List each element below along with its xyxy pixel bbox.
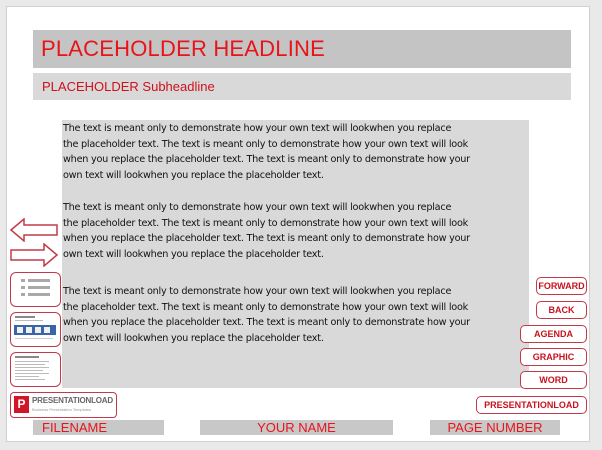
document-thumbnail-icon[interactable] xyxy=(10,352,61,387)
list-icon[interactable] xyxy=(10,272,61,307)
page-title: PLACEHOLDER HEADLINE xyxy=(33,30,571,68)
graphic-thumbnail-icon[interactable] xyxy=(10,312,61,347)
text-line: The text is meant only to demonstrate how your own text will lookwhen you replace xyxy=(63,123,452,134)
logo-mark: P xyxy=(14,396,29,413)
text-line: The text is meant only to demonstrate how your own text will lookwhen you replace xyxy=(63,286,452,297)
text-line: own text will lookwhen you replace the placeholder text. xyxy=(63,332,324,344)
logo-text: PRESENTATIONLOAD xyxy=(32,396,113,405)
presentationload-logo[interactable] xyxy=(10,392,117,418)
body-text-box xyxy=(62,120,529,388)
text-line: the placeholder text. The text is meant only to demonstrate how your own text will look xyxy=(63,138,468,150)
footer-filename: FILENAME xyxy=(33,420,164,435)
text-line: The text is meant only to demonstrate how your own text will lookwhen you replace xyxy=(63,202,452,213)
forward-button[interactable]: FORWARD xyxy=(536,277,587,295)
presentationload-button[interactable]: PRESENTATIONLOAD xyxy=(476,396,587,414)
text-line: own text will lookwhen you replace the placeholder text. xyxy=(63,248,324,260)
text-line: own text will lookwhen you replace the placeholder text. xyxy=(63,169,324,181)
logo-tagline: Business Presentation Templates xyxy=(32,407,92,412)
page-subtitle: PLACEHOLDER Subheadline xyxy=(33,73,571,100)
slide xyxy=(6,6,590,442)
text-line: when you replace the placeholder text. The text is meant only to demonstrate how your xyxy=(63,233,470,244)
body-paragraph-3 xyxy=(63,284,533,346)
back-button[interactable]: BACK xyxy=(536,301,587,319)
arrow-left-icon[interactable] xyxy=(10,218,58,242)
text-line: when you replace the placeholder text. The text is meant only to demonstrate how your xyxy=(63,317,470,328)
body-paragraph-1 xyxy=(63,121,533,183)
footer-your-name: YOUR NAME xyxy=(200,420,393,435)
body-paragraph-2 xyxy=(63,200,533,262)
arrow-right-icon[interactable] xyxy=(10,243,58,267)
text-line: the placeholder text. The text is meant only to demonstrate how your own text will look xyxy=(63,301,468,313)
footer-page-number: PAGE NUMBER xyxy=(430,420,560,435)
graphic-button[interactable]: GRAPHIC xyxy=(520,348,587,366)
agenda-button[interactable]: AGENDA xyxy=(520,325,587,343)
word-button[interactable]: WORD xyxy=(520,371,587,389)
text-line: the placeholder text. The text is meant only to demonstrate how your own text will look xyxy=(63,217,468,229)
text-line: when you replace the placeholder text. The text is meant only to demonstrate how your xyxy=(63,154,470,165)
